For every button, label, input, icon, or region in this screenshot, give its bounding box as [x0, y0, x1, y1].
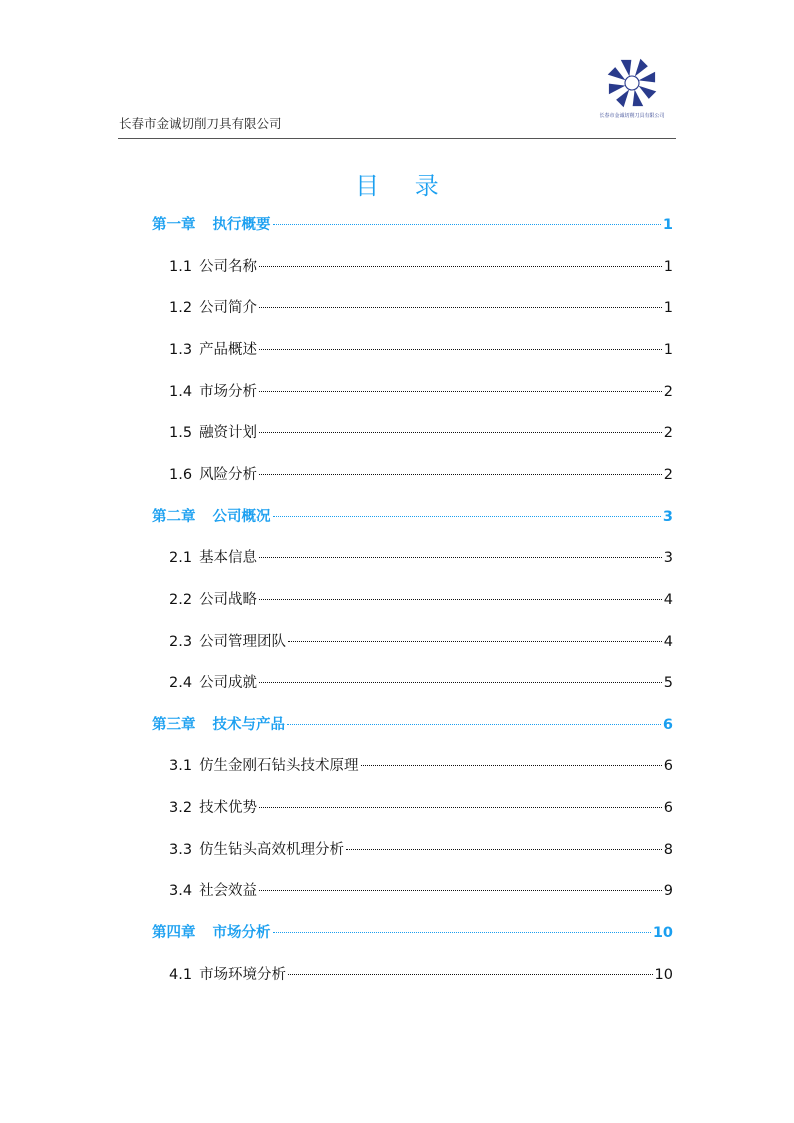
toc-section-entry[interactable] [169, 879, 673, 901]
toc-page-number: 2 [663, 384, 673, 400]
toc-entry-label: 公司名称 [199, 259, 258, 275]
toc-entry-number: 第四章 [152, 925, 196, 941]
toc-dot-leader [287, 724, 661, 725]
toc-section-entry[interactable] [169, 380, 673, 402]
toc-page-number: 2 [663, 425, 673, 441]
toc-page-number: 2 [663, 467, 673, 483]
toc-dot-leader [346, 849, 662, 850]
toc-entry-number: 2.3 [169, 634, 193, 650]
toc-entry-label: 公司简介 [199, 300, 258, 316]
toc-chapter-entry[interactable] [152, 921, 673, 943]
toc-entry-number: 2.2 [169, 592, 193, 608]
toc-entry-number: 3.2 [169, 800, 193, 816]
toc-entry-number: 1.5 [169, 425, 193, 441]
toc-section-entry[interactable] [169, 630, 673, 652]
toc-entry-number: 3.3 [169, 842, 193, 858]
toc-page-number: 6 [663, 758, 673, 774]
toc-dot-leader [288, 641, 662, 642]
toc-entry-number: 第三章 [152, 717, 196, 733]
toc-dot-leader [259, 474, 662, 475]
toc-page-number: 6 [662, 717, 673, 733]
toc-dot-leader [259, 807, 662, 808]
toc-entry-number: 4.1 [169, 967, 193, 983]
toc-entry-label: 公司管理团队 [199, 634, 287, 650]
toc-page-number: 1 [662, 217, 673, 233]
toc-entry-label: 技术与产品 [212, 717, 285, 733]
toc-section-entry[interactable] [169, 546, 673, 568]
toc-entry-label: 市场环境分析 [199, 967, 287, 983]
toc-entry-label: 社会效益 [199, 883, 258, 899]
toc-page-number: 5 [663, 675, 673, 691]
toc-entry-label: 公司战略 [199, 592, 258, 608]
toc-entry-label: 产品概述 [199, 342, 258, 358]
toc-entry-label: 公司成就 [199, 675, 258, 691]
pinwheel-logo-icon [603, 55, 661, 111]
toc-entry-label: 执行概要 [212, 217, 271, 233]
toc-section-entry[interactable] [169, 463, 673, 485]
toc-chapter-entry[interactable] [152, 505, 673, 527]
toc-dot-leader [259, 599, 662, 600]
toc-section-entry[interactable] [169, 338, 673, 360]
toc-entry-label: 融资计划 [199, 425, 258, 441]
toc-dot-leader [259, 432, 662, 433]
toc-entry-label: 风险分析 [199, 467, 258, 483]
toc-section-entry[interactable] [169, 421, 673, 443]
toc-dot-leader [259, 266, 662, 267]
toc-page-number: 6 [663, 800, 673, 816]
toc-dot-leader [259, 557, 662, 558]
logo-caption: 长春市金诚切削刀具有限公司 [599, 113, 665, 119]
toc-dot-leader [273, 516, 661, 517]
toc-page-number: 4 [663, 592, 673, 608]
toc-dot-leader [273, 224, 661, 225]
toc-dot-leader [259, 890, 662, 891]
toc-page-number: 3 [663, 550, 673, 566]
toc-dot-leader [288, 974, 652, 975]
toc-chapter-entry[interactable] [152, 713, 673, 735]
company-logo [592, 55, 672, 121]
toc-entry-label: 市场分析 [199, 384, 258, 400]
toc-page-number: 8 [663, 842, 673, 858]
toc-page-number: 4 [663, 634, 673, 650]
toc-section-entry[interactable] [169, 838, 673, 860]
toc-entry-number: 第二章 [152, 509, 196, 525]
toc-entry-label: 公司概况 [212, 509, 271, 525]
toc-entry-label: 仿生金刚石钻头技术原理 [199, 758, 359, 774]
toc-entry-number: 1.3 [169, 342, 193, 358]
toc-section-entry[interactable] [169, 588, 673, 610]
toc-entry-label: 仿生钻头高效机理分析 [199, 842, 345, 858]
toc-page-number: 1 [663, 342, 673, 358]
toc-entry-label: 基本信息 [199, 550, 258, 566]
toc-section-entry[interactable] [169, 255, 673, 277]
toc-entry-number: 1.4 [169, 384, 193, 400]
header-divider [118, 138, 676, 139]
toc-page-number: 3 [662, 509, 673, 525]
toc-dot-leader [259, 682, 662, 683]
toc-entry-number: 2.4 [169, 675, 193, 691]
toc-page-number: 1 [663, 259, 673, 275]
toc-entry-number: 第一章 [152, 217, 196, 233]
toc-section-entry[interactable] [169, 754, 673, 776]
toc-entry-number: 1.1 [169, 259, 193, 275]
toc-dot-leader [259, 391, 662, 392]
toc-dot-leader [273, 932, 651, 933]
toc-page-number: 1 [663, 300, 673, 316]
toc-page-number: 9 [663, 883, 673, 899]
toc-dot-leader [259, 349, 662, 350]
toc-dot-leader [361, 765, 662, 766]
toc-title: 目 录 [355, 172, 453, 200]
toc-entry-number: 3.1 [169, 758, 193, 774]
toc-entry-number: 2.1 [169, 550, 193, 566]
toc-section-entry[interactable] [169, 296, 673, 318]
toc-page-number: 10 [654, 967, 673, 983]
toc-entry-number: 1.6 [169, 467, 193, 483]
toc-page-number: 10 [652, 925, 673, 941]
header-company-name: 长春市金诚切削刀具有限公司 [119, 116, 282, 131]
toc-chapter-entry[interactable] [152, 213, 673, 235]
toc-section-entry[interactable] [169, 796, 673, 818]
toc-entry-label: 技术优势 [199, 800, 258, 816]
toc-entry-number: 3.4 [169, 883, 193, 899]
toc-dot-leader [259, 307, 662, 308]
toc-entry-label: 市场分析 [212, 925, 271, 941]
toc-section-entry[interactable] [169, 671, 673, 693]
toc-section-entry[interactable] [169, 963, 673, 985]
toc-entry-number: 1.2 [169, 300, 193, 316]
